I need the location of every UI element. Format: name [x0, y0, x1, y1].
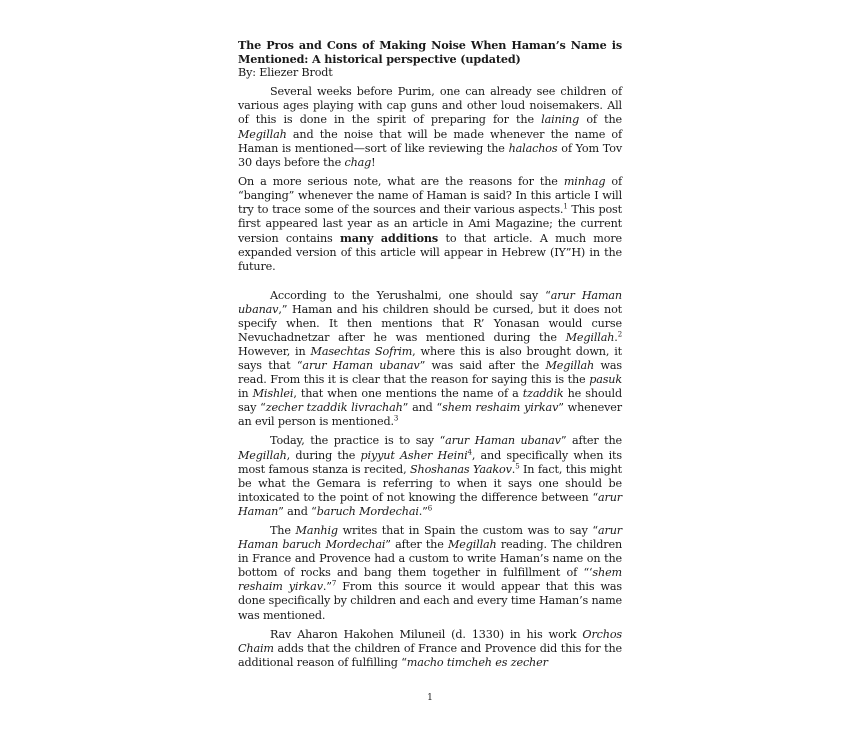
- text-run: ” and “: [278, 504, 317, 518]
- italic-term: Megillah: [565, 330, 615, 344]
- page-number: 1: [427, 693, 433, 703]
- text-run: to that article. A much more expanded version of this article will appear in Hebrew (IY”H) in the future.: [238, 232, 623, 274]
- text-run: writes that in Spain the custom was to say “: [337, 524, 599, 537]
- italic-term: arur Haman ubanav: [302, 358, 420, 372]
- footnote-marker: 4: [467, 447, 472, 456]
- italic-term: Masechtas Sofrim: [310, 344, 413, 358]
- text-run: !: [371, 155, 376, 169]
- article-paragraph: [238, 434, 622, 519]
- text-run: , that when one mentions the name of a: [293, 387, 523, 401]
- text-run: of Yom Tov 30 days before the: [238, 141, 622, 169]
- text-run: .: [511, 462, 516, 476]
- text-run: , and specifically when its most famous stanza is recited,: [238, 448, 622, 476]
- article-paragraph: [238, 289, 622, 430]
- italic-term: halachos: [508, 141, 558, 155]
- text-run: in: [238, 387, 253, 401]
- italic-term: Shoshanas Yaakov: [410, 462, 512, 476]
- text-run: , during the: [286, 448, 361, 462]
- italic-term: zecher tzaddik livrachah: [265, 401, 403, 415]
- text-run: ,” Haman and his children should be cursed, but it does not specify when. It then mentions that R’ Yonasan would curse Nevuchadnetzar after he was mentioned during the: [238, 302, 622, 344]
- italic-term: arur Haman baruch Mordechai: [238, 524, 622, 552]
- italic-term: minhag: [563, 174, 606, 188]
- footnote-marker: 7: [331, 579, 337, 588]
- document-page: [238, 38, 622, 675]
- text-run: Several weeks before Purim, one can already see children of various ages playing with cap guns and other loud noisemakers. All of this is done in the spirit of preparing for the: [238, 85, 622, 127]
- text-run: .: [614, 330, 618, 344]
- italic-term: Mishlei: [252, 387, 294, 401]
- article-paragraph: [238, 628, 622, 670]
- italic-term: macho timcheh es zecher: [406, 655, 548, 669]
- footnote-marker: 3: [393, 414, 399, 423]
- text-run: ” was said after the: [419, 358, 546, 372]
- text-run: was read. From this it is clear that the reason for saying this is the: [238, 358, 622, 387]
- italic-term: Manhig: [295, 524, 338, 537]
- article-paragraph: [238, 524, 622, 623]
- italic-term: Megillah: [238, 448, 287, 462]
- text-run: However, in: [238, 344, 311, 358]
- footnote-marker: 6: [427, 504, 433, 513]
- italic-term: Megillah: [545, 358, 595, 372]
- article-title: The Pros and Cons of Making Noise When Haman’s Name is Mentioned: A historical perspective (updated): [238, 38, 622, 67]
- footnote-marker: 2: [617, 330, 622, 339]
- text-run: of the: [579, 113, 623, 127]
- article-paragraph: [238, 175, 622, 275]
- text-run: ” after the: [560, 434, 623, 448]
- text-run: of “banging” whenever the name of Haman is said? In this article I will try to trace some of the sources and their various aspects.: [238, 174, 622, 217]
- text-run: , where this is also brought down, it says that “: [238, 344, 622, 372]
- text-run: The: [270, 524, 296, 537]
- italic-term: shem reshaim yirkav: [238, 566, 622, 594]
- text-run: From this source it would appear that this was done specifically by children and each and every time Haman’s name was mentioned.: [238, 580, 623, 622]
- italic-term: Megillah: [238, 127, 287, 141]
- italic-term: tzaddik: [522, 387, 564, 401]
- text-run: On a more serious note, what are the reasons for the: [238, 174, 564, 188]
- italic-term: pasuk: [589, 373, 622, 387]
- italic-term: Megillah: [447, 538, 497, 552]
- text-run: reading. The children in France and Provence had a custom to write Haman’s name on the bottom of rocks and bang them together in fulfillment of “‘: [238, 538, 623, 580]
- article-byline: By: Eliezer Brodt: [238, 66, 333, 80]
- footnote-marker: 1: [563, 202, 568, 211]
- footnote-marker: 5: [515, 461, 520, 470]
- text-run: and the noise that will be made whenever the name of Haman is mentioned—sort of like reviewing the: [238, 127, 622, 155]
- italic-term: chag: [344, 155, 372, 169]
- italic-term: arur Haman ubanav: [238, 288, 622, 316]
- article-body: [238, 85, 622, 670]
- bold-emphasis: many additions: [340, 231, 439, 246]
- text-run: Today, the practice is to say “: [270, 434, 446, 448]
- text-run: In fact, this might be what the Gemara is referring to when it says one should be intoxicated to the point of not knowing the difference between “: [238, 462, 622, 504]
- italic-term: baruch Mordechai: [316, 504, 419, 518]
- italic-term: arur Haman ubanav: [445, 434, 561, 448]
- italic-term: shem reshaim yirkav: [442, 401, 559, 415]
- text-run: .”: [322, 580, 332, 594]
- text-run: ” and “: [402, 401, 443, 415]
- text-run: he should say “: [238, 387, 622, 415]
- text-run: Rav Aharon Hakohen Miluneil (d. 1330) in his work: [270, 627, 583, 641]
- text-run: adds that the children of France and Provence did this for the additional reason of fulfilling “: [238, 641, 622, 669]
- italic-term: piyyut Asher Heini: [360, 448, 468, 462]
- italic-term: Orchos Chaim: [238, 627, 622, 655]
- text-run: According to the Yerushalmi, one should say “: [270, 288, 551, 302]
- text-run: This post first appeared last year as an article in Ami Magazine; the current version contains: [238, 203, 622, 246]
- article-paragraph: [238, 85, 622, 170]
- text-run: ” after the: [385, 538, 448, 552]
- text-run: ” whenever an evil person is mentioned.: [238, 401, 622, 429]
- text-run: .”: [418, 504, 428, 518]
- italic-term: arur Haman: [238, 490, 622, 518]
- italic-term: laining: [541, 113, 580, 127]
